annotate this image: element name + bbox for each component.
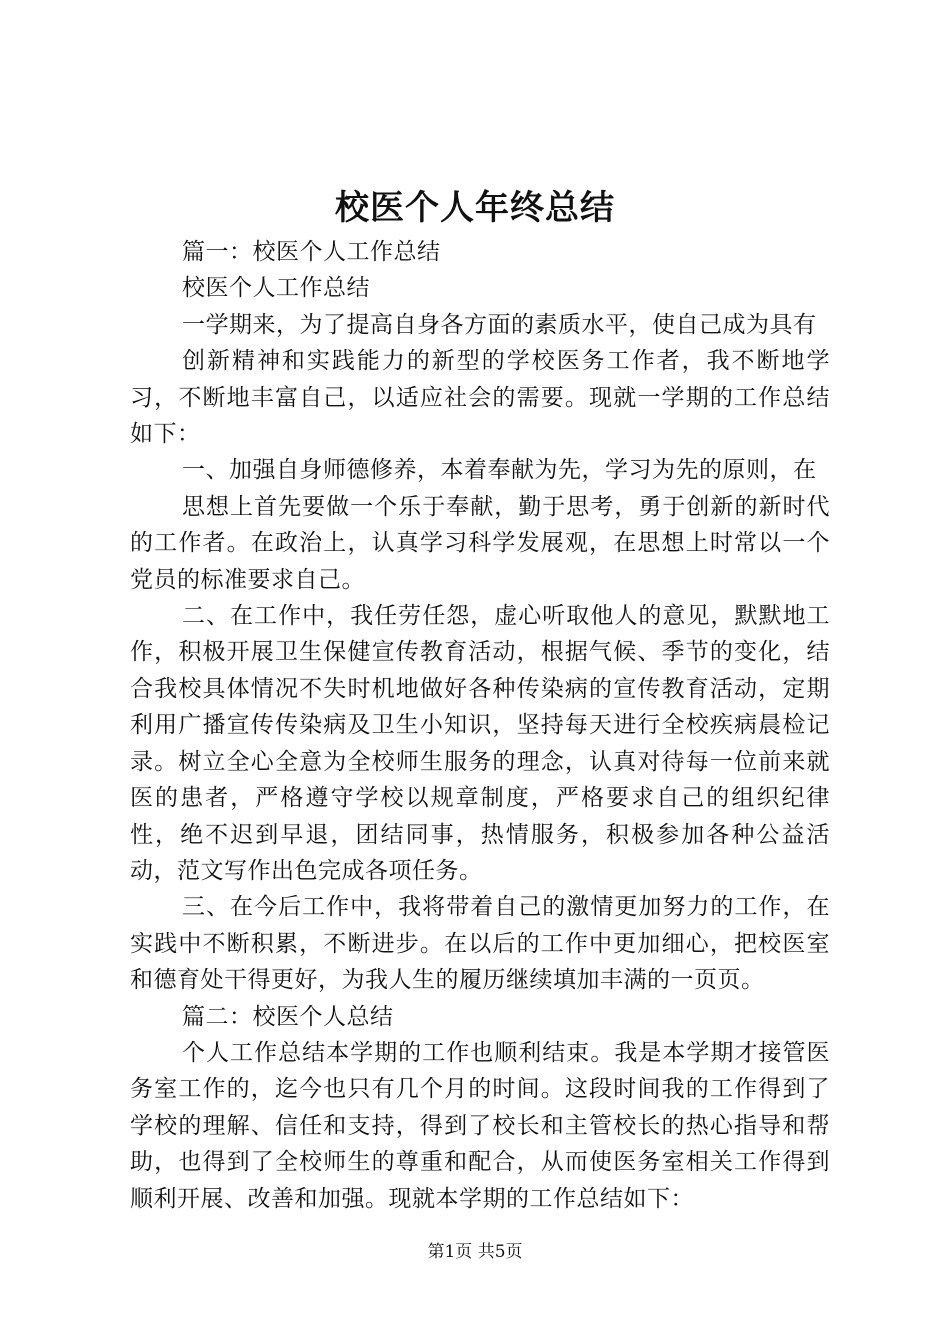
section-heading: 篇一：校医个人工作总结 (182, 239, 441, 265)
paragraph: 三、在今后工作中，我将带着自己的激情更加努力的工作，在实践中不断积累，不断进步。在以后的工作中更加细心，把校医室和德育处干得更好，为我人生的履历继续填加丰满的一页页。 (130, 894, 830, 994)
paragraph: 个人工作总结本学期的工作也顺利结束。我是本学期才接管医务室工作的，迄今也只有几个月的时间。这段时间我的工作得到了学校的理解、信任和支持，得到了校长和主管校长的热心指导和帮助，也得到了全校师生的尊重和配合，从而使医务室相关工作得到顺利开展、改善和加强。现就本学期的工作总结如下： (130, 1039, 830, 1212)
subheading: 校医个人工作总结 (182, 275, 370, 302)
document-title: 校医个人年终总结 (335, 188, 615, 228)
paragraph: 二、在工作中，我任劳任怨，虚心听取他人的意见，默默地工作，积极开展卫生保健宣传教育活动，根据气候、季节的变化，结合我校具体情况不失时机地做好各种传染病的宣传教育活动，定期利用广播宣传传染病及卫生小知识，坚持每天进行全校疾病晨检记录。树立全心全意为全校师生服务的理念，认真对待每一位前来就医的患者，严格遵守学校以规章制度，严格要求自己的组织纪律性，绝不迟到早退，团结同事，热情服务，积极参加各种公益活动，范文写作出色完成各项任务。 (130, 603, 830, 884)
paragraph: 一、加强自身师德修养，本着奉献为先，学习为先的原则，在 (182, 457, 817, 484)
section-heading: 篇二：校医个人总结 (182, 1003, 394, 1030)
paragraph: 创新精神和实践能力的新型的学校医务工作者，我不断地学习，不断地丰富自己，以适应社会的需要。现就一学期的工作总结如下： (130, 348, 830, 448)
paragraph: 一学期来，为了提高自身各方面的素质水平，使自己成为具有 (182, 311, 817, 338)
page-footer: 第1页 共5页 (427, 1242, 523, 1262)
document-body (130, 234, 830, 1217)
paragraph: 思想上首先要做一个乐于奉献，勤于思考，勇于创新的新时代的工作者。在政治上，认真学习科学发展观，在思想上时常以一个党员的标准要求自己。 (130, 493, 830, 593)
